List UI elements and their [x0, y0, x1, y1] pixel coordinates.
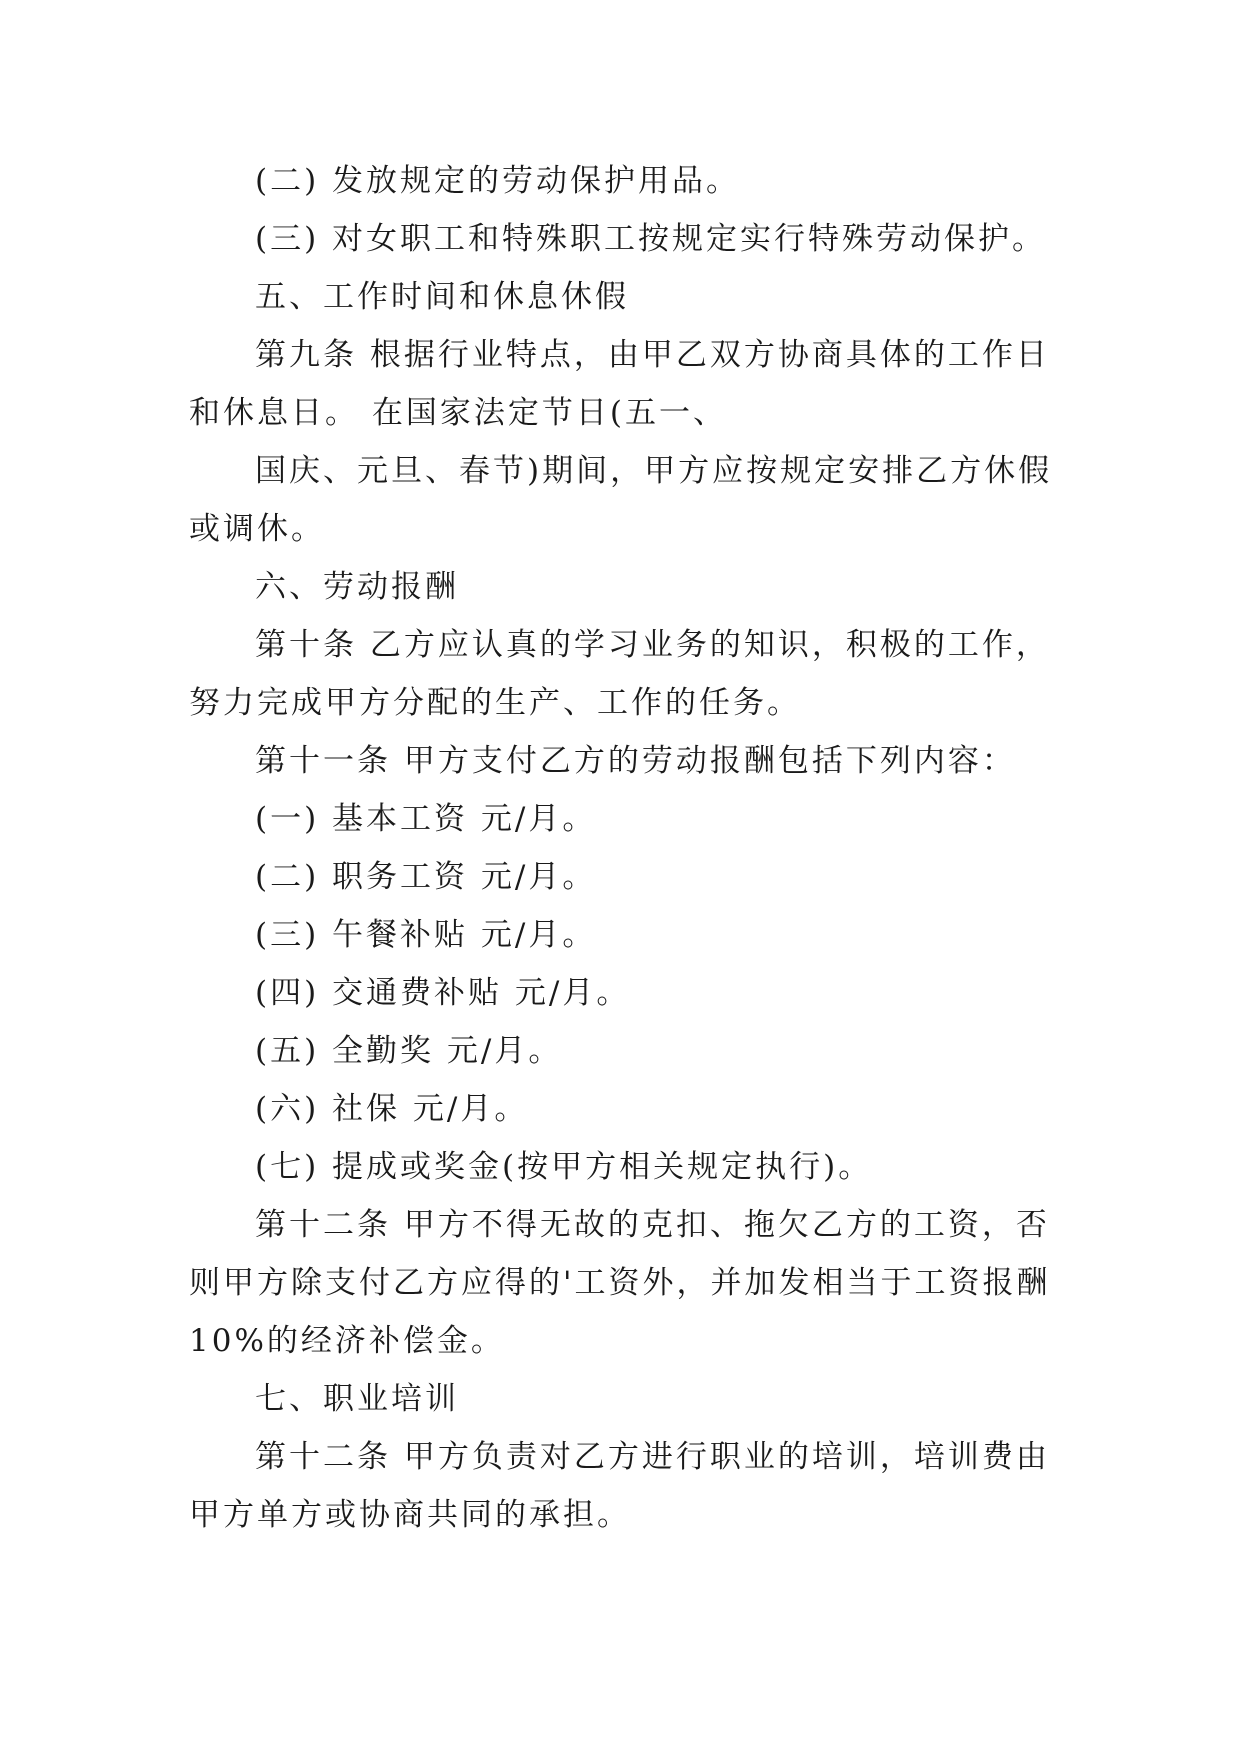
article-12b-line-2: 甲方单方或协商共同的承担。 [189, 1497, 631, 1533]
section-heading-training: 七、职业培训 [255, 1381, 459, 1417]
article-9-line-2: 和休息日。 在国家法定节日(五一、 [189, 395, 727, 431]
pay-item-attendance-bonus: (五) 全勤奖 元/月。 [255, 1033, 563, 1069]
section-heading-working-hours: 五、工作时间和休息休假 [255, 279, 629, 315]
document-body [189, 152, 1069, 1544]
article-11: 第十一条 甲方支付乙方的劳动报酬包括下列内容： [255, 743, 1016, 779]
article-9-line-4: 或调休。 [189, 511, 325, 547]
item-2-protective-gear: (二) 发放规定的劳动保护用品。 [255, 163, 741, 199]
pay-item-lunch-allowance: (三) 午餐补贴 元/月。 [255, 917, 597, 953]
article-9-line-1: 第九条 根据行业特点，由甲乙双方协商具体的工作日 [255, 337, 1050, 373]
article-12-line-2: 则甲方除支付乙方应得的'工资外，并加发相当于工资报酬 [189, 1265, 1051, 1301]
pay-item-commission: (七) 提成或奖金(按甲方相关规定执行)。 [255, 1149, 873, 1185]
article-10-line-1: 第十条 乙方应认真的学习业务的知识，积极的工作， [255, 627, 1050, 663]
article-9-line-3: 国庆、元旦、春节)期间，甲方应按规定安排乙方休假 [255, 453, 1053, 489]
item-3-special-protection: (三) 对女职工和特殊职工按规定实行特殊劳动保护。 [255, 221, 1047, 257]
article-12-line-1: 第十二条 甲方不得无故的克扣、拖欠乙方的工资，否 [255, 1207, 1050, 1243]
article-12b-line-1: 第十二条 甲方负责对乙方进行职业的培训，培训费由 [255, 1439, 1050, 1475]
pay-item-position-salary: (二) 职务工资 元/月。 [255, 859, 597, 895]
pay-item-social-insurance: (六) 社保 元/月。 [255, 1091, 529, 1127]
article-12-line-3: 10%的经济补偿金。 [189, 1323, 505, 1359]
section-heading-remuneration: 六、劳动报酬 [255, 569, 459, 605]
article-10-line-2: 努力完成甲方分配的生产、工作的任务。 [189, 685, 801, 721]
pay-item-transport-allowance: (四) 交通费补贴 元/月。 [255, 975, 631, 1011]
pay-item-basic-salary: (一) 基本工资 元/月。 [255, 801, 597, 837]
